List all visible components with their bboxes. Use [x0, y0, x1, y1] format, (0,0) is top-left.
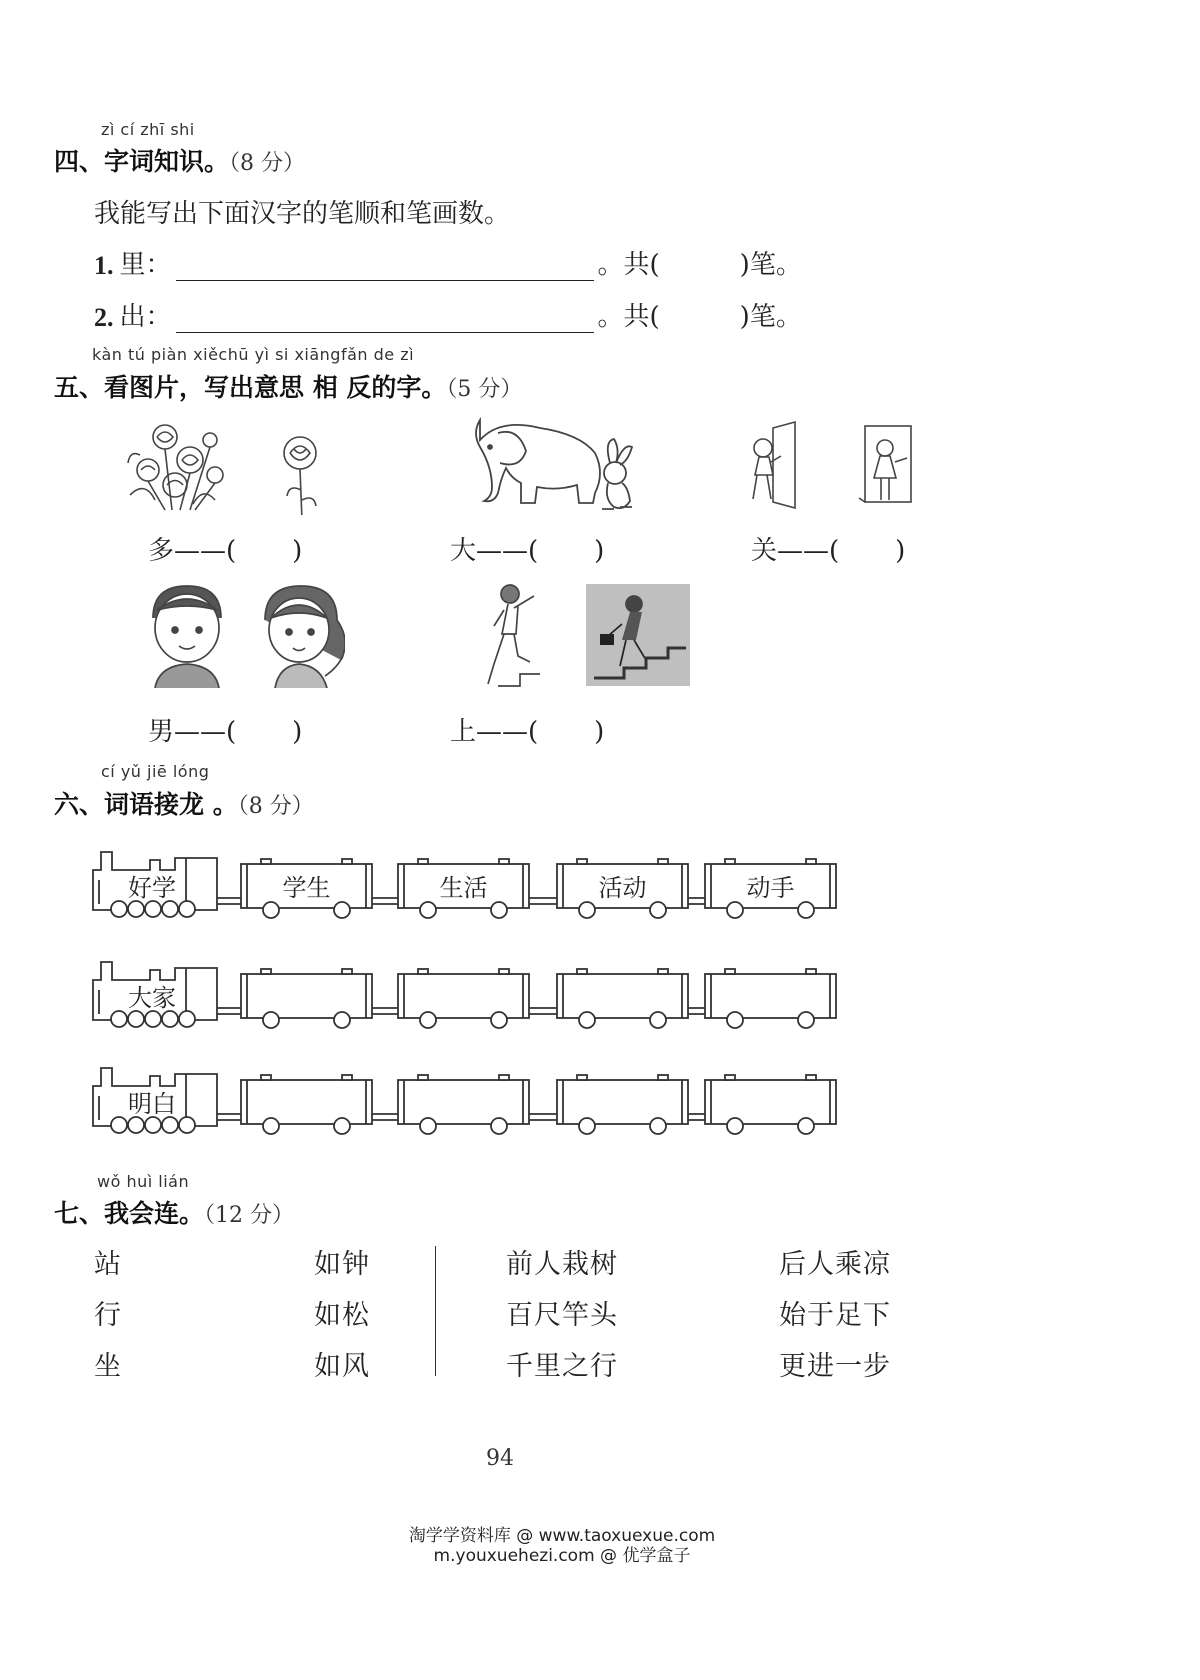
match-right-3[interactable]: 千里之行: [506, 1351, 618, 1382]
train-car[interactable]: [705, 969, 836, 1028]
car-wheel: [727, 1118, 743, 1134]
match-right-target-1[interactable]: 后人乘凉: [779, 1249, 891, 1280]
engine-wheel: [145, 901, 161, 917]
train-row: [93, 1068, 836, 1134]
car-wheel: [727, 902, 743, 918]
section6-title: 六、词语接龙 。: [54, 790, 238, 819]
pair-label: 多——(: [148, 536, 237, 566]
train-engine: [93, 1068, 217, 1133]
car-wheel: [650, 1118, 666, 1134]
match-left-target-2[interactable]: 如松: [314, 1300, 370, 1331]
match-left-target-1[interactable]: 如钟: [314, 1249, 370, 1280]
page-number: 94: [486, 1446, 514, 1471]
section4-score: （8 分）: [229, 151, 306, 176]
pair-label: 上——(: [450, 717, 539, 747]
section7-title: 七、我会连。: [54, 1199, 205, 1228]
section5-title: 五、看图片，写出意思 相 反的字。: [54, 373, 447, 402]
train-row: [93, 962, 836, 1028]
section4-pinyin: zì cí zhī shi: [101, 120, 195, 139]
car-word: 生活: [439, 874, 488, 902]
car-wheel: [798, 902, 814, 918]
train-car[interactable]: [398, 969, 529, 1028]
car-wheel: [263, 902, 279, 918]
pair-close: ): [292, 536, 303, 566]
engine-word: 大家: [128, 984, 176, 1012]
pair-label: 男——(: [148, 717, 237, 747]
coupling: [372, 898, 398, 904]
pair-close: ): [895, 536, 906, 566]
coupling: [688, 1114, 705, 1120]
match-right-target-3[interactable]: 更进一步: [779, 1351, 891, 1382]
car-wheel: [579, 902, 595, 918]
pair-label: 关——(: [751, 536, 840, 566]
engine-wheel: [128, 1011, 144, 1027]
match-right-1[interactable]: 前人栽树: [506, 1249, 618, 1280]
train-car[interactable]: [557, 859, 688, 918]
item-count-end: )笔。: [739, 250, 802, 280]
coupling: [372, 1114, 398, 1120]
item-number: 1.: [94, 251, 114, 280]
match-left-2[interactable]: 行: [94, 1300, 122, 1331]
engine-wheel: [128, 1117, 144, 1133]
section6-pinyin: cí yǔ jiē lóng: [101, 762, 210, 781]
train-car[interactable]: [241, 969, 372, 1028]
coupling: [217, 1008, 241, 1014]
coupling: [529, 898, 557, 904]
car-wheel: [263, 1118, 279, 1134]
engine-wheel: [162, 901, 178, 917]
train-car[interactable]: [705, 859, 836, 918]
train-car[interactable]: [557, 969, 688, 1028]
car-wheel: [798, 1012, 814, 1028]
train-car[interactable]: [241, 1075, 372, 1134]
match-left-3[interactable]: 坐: [94, 1351, 122, 1382]
item-count-label: 。共(: [597, 250, 660, 280]
car-wheel: [491, 902, 507, 918]
car-wheel: [420, 1012, 436, 1028]
engine-wheel: [145, 1117, 161, 1133]
section5-score: （5 分）: [446, 377, 523, 402]
section7-pinyin: wǒ huì lián: [97, 1172, 190, 1191]
car-wheel: [491, 1118, 507, 1134]
car-wheel: [334, 1012, 350, 1028]
car-wheel: [420, 902, 436, 918]
car-wheel: [579, 1118, 595, 1134]
coupling: [529, 1114, 557, 1120]
car-wheel: [491, 1012, 507, 1028]
pair-close: ): [594, 717, 605, 747]
section7-score: （12 分）: [204, 1203, 295, 1228]
coupling: [372, 1008, 398, 1014]
match-left-1[interactable]: 站: [94, 1249, 122, 1280]
car-word: 动手: [746, 874, 795, 902]
coupling: [688, 1008, 705, 1014]
match-right-2[interactable]: 百尺竿头: [506, 1300, 618, 1331]
train-row: [93, 852, 836, 918]
coupling: [688, 898, 705, 904]
car-wheel: [650, 902, 666, 918]
coupling: [217, 898, 241, 904]
car-word: 学生: [282, 874, 331, 902]
footer-line-1: 淘学学资料库 @ www.taoxuexue.com: [408, 1526, 716, 1546]
car-wheel: [798, 1118, 814, 1134]
engine-wheel: [145, 1011, 161, 1027]
section4-instruction: 我能写出下面汉字的笔顺和笔画数。: [94, 199, 511, 229]
car-word: 活动: [598, 874, 647, 902]
engine-wheel: [162, 1117, 178, 1133]
section7-heading: [54, 1194, 294, 1230]
engine-wheel: [111, 1011, 127, 1027]
train-car[interactable]: [241, 859, 372, 918]
section5-pinyin: kàn tú piàn xiěchū yì si xiāngfǎn de zì: [92, 345, 415, 364]
engine-wheel: [179, 1117, 195, 1133]
coupling: [529, 1008, 557, 1014]
engine-word: 明白: [128, 1090, 176, 1118]
train-engine: [93, 962, 217, 1027]
item-number: 2.: [94, 303, 114, 332]
car-wheel: [420, 1118, 436, 1134]
train-car[interactable]: [398, 859, 529, 918]
section4-title: 四、字词知识。: [54, 147, 230, 176]
pair-close: ): [594, 536, 605, 566]
train-car[interactable]: [557, 1075, 688, 1134]
car-wheel: [727, 1012, 743, 1028]
engine-wheel: [179, 901, 195, 917]
car-wheel: [650, 1012, 666, 1028]
train-car[interactable]: [398, 1075, 529, 1134]
item-char: 出：: [119, 302, 172, 332]
car-wheel: [334, 1118, 350, 1134]
section6-score: （8 分）: [237, 794, 314, 819]
engine-wheel: [179, 1011, 195, 1027]
engine-wheel: [111, 901, 127, 917]
match-right-target-2[interactable]: 始于足下: [779, 1300, 891, 1331]
engine-wheel: [162, 1011, 178, 1027]
train-car[interactable]: [705, 1075, 836, 1134]
item-count-label: 。共(: [597, 302, 660, 332]
car-wheel: [334, 902, 350, 918]
coupling: [217, 1114, 241, 1120]
pair-close: ): [292, 717, 303, 747]
item-char: 里：: [119, 250, 172, 280]
engine-wheel: [128, 901, 144, 917]
engine-word: 好学: [128, 874, 176, 902]
train-engine: [93, 852, 217, 917]
car-wheel: [579, 1012, 595, 1028]
match-left-target-3[interactable]: 如风: [314, 1351, 370, 1382]
footer-watermark: [362, 1526, 762, 1566]
pair-label: 大——(: [450, 536, 539, 566]
footer-line-2: m.youxuehezi.com @ 优学盒子: [433, 1546, 691, 1566]
item-count-end: )笔。: [739, 302, 802, 332]
engine-wheel: [111, 1117, 127, 1133]
column-divider: [435, 1246, 436, 1376]
car-wheel: [263, 1012, 279, 1028]
